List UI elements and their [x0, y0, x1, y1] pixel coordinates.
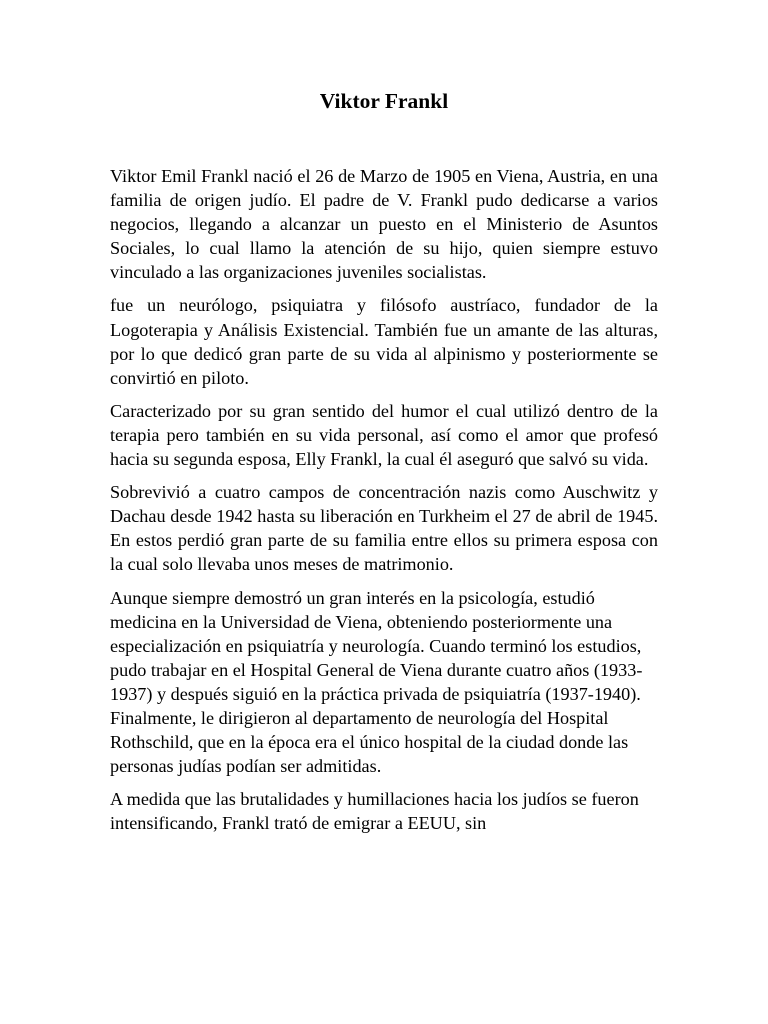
paragraph-birth-family: Viktor Emil Frankl nació el 26 de Marzo de 1905 en Viena, Austria, en una familia de origen judío. El padre de V. Frankl pudo dedicarse a varios negocios, llegando a alcanzar un puesto en el Ministerio de Asuntos Sociales, lo cual llamo la atención de su hijo, quien siempre estuvo vinculado a las organizaciones juveniles socialistas. — [110, 166, 658, 283]
paragraph-concentration-camps: Sobrevivió a cuatro campos de concentración nazis como Auschwitz y Dachau desde 1942 hasta su liberación en Turkheim el 27 de abril de 1945. En estos perdió gran parte de su familia entre ellos su primera esposa con la cual solo llevaba unos meses de matrimonio. — [110, 482, 658, 575]
document-page — [110, 0, 658, 844]
paragraph-personality: Caracterizado por su gran sentido del humor el cual utilizó dentro de la terapia pero también en su vida personal, así como el amor que profesó hacia su segunda esposa, Elly Frankl, la cual él aseguró que salvó su vida. — [110, 400, 658, 470]
document-title: Viktor Frankl — [319, 89, 449, 113]
document-body — [110, 164, 658, 835]
paragraph-education-career: Aunque siempre demostró un gran interés en la psicología, estudió medicina en la Universidad de Viena, obteniendo posteriormente una especialización en psiquiatría y neurología. Cuando terminó los estudios, pudo trabajar en el Hospital General de Viena durante cuatro años (1933-1937) y después siguió en la práctica privada de psiquiatría (1937-1940). Finalmente, le dirigieron al departamento de neurología del Hospital Rothschild, que en la época era el único hospital de la ciudad donde las personas judías podían ser admitidas. — [110, 587, 643, 777]
paragraph-emigration: A medida que las brutalidades y humillaciones hacia los judíos se fueron intensificando, Frankl trató de emigrar a EEUU, sin — [110, 789, 639, 834]
paragraph-profession: fue un neurólogo, psiquiatra y filósofo austríaco, fundador de la Logoterapia y Análisis Existencial. También fue un amante de las alturas, por lo que dedicó gran parte de su vida al alpinismo y posteriormente se convirtió en piloto. — [110, 295, 658, 388]
